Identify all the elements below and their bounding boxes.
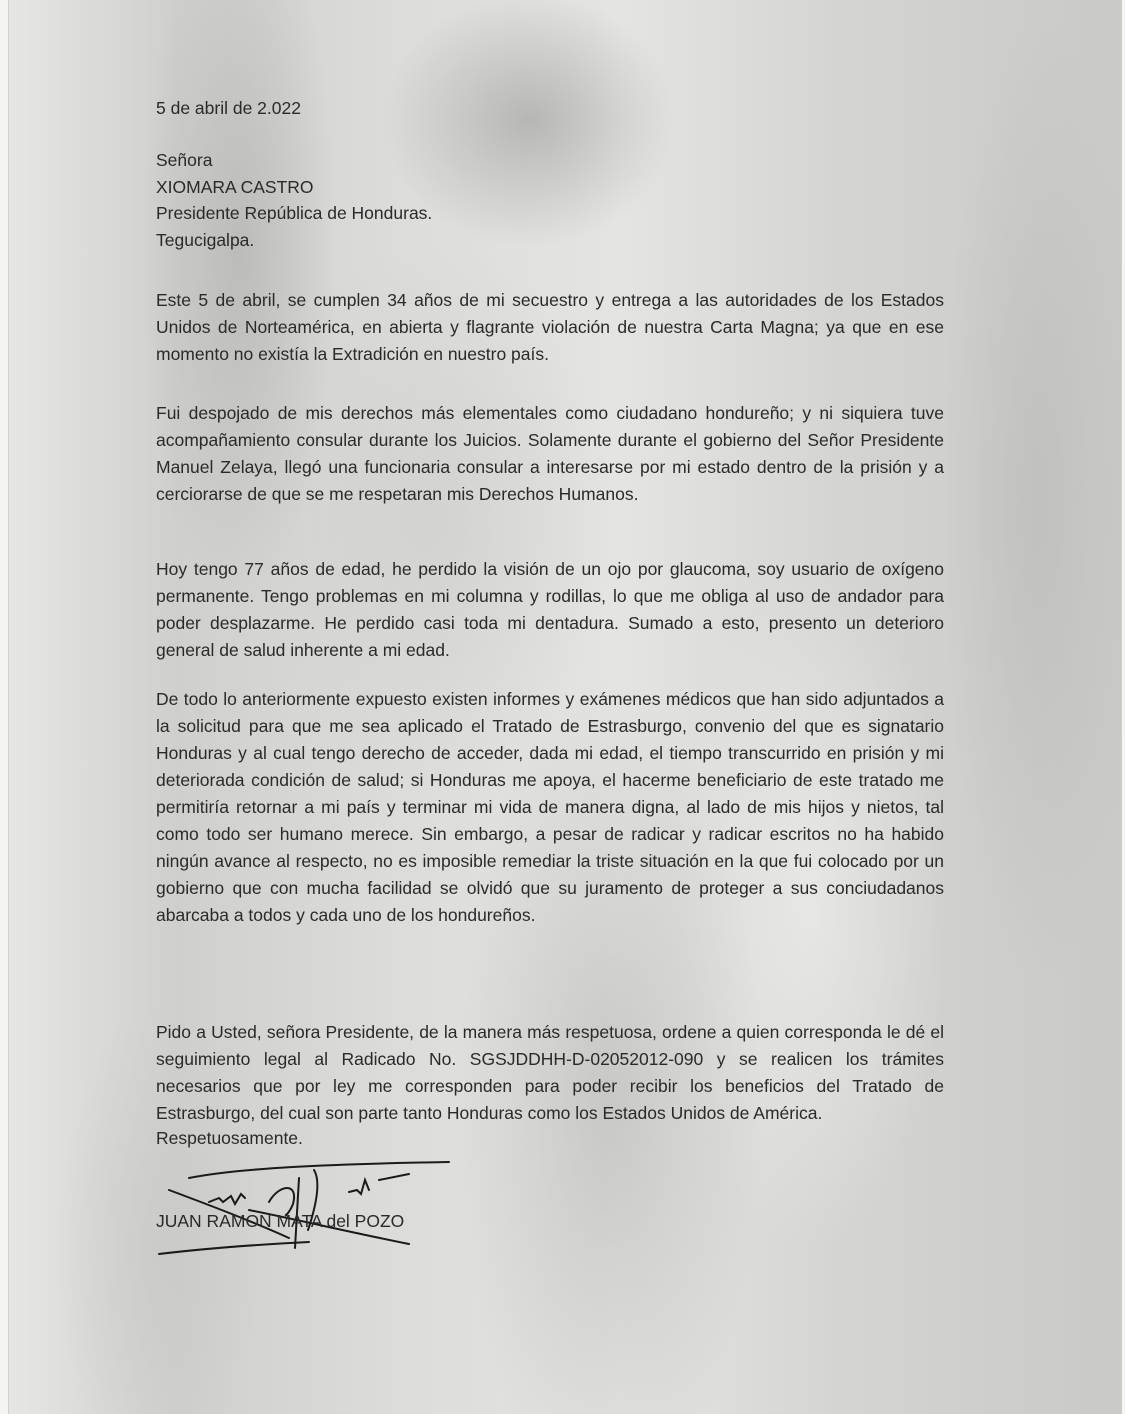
closing: Respetuosamente. xyxy=(156,1128,303,1148)
letter-page xyxy=(8,0,1122,1414)
recipient-salutation: Señora xyxy=(156,150,213,170)
paragraph-3: Hoy tengo 77 años de edad, he perdido la visión de un ojo por glaucoma, soy usuario de oxígeno permanente. Tengo problemas en mi columna y rodillas, lo que me obliga al uso de andador para poder desplazarme. He perdido casi toda mi dentadura. Sumado a esto, presento un deterioro general de salud inherente a mi edad. xyxy=(156,559,944,660)
paragraph-1: Este 5 de abril, se cumplen 34 años de mi secuestro y entrega a las autoridades de los Estados Unidos de Norteamérica, en abierta y flagrante violación de nuestra Carta Magna; ya que en ese momento no existía la Extradición en nuestro país. xyxy=(156,290,944,364)
paragraph-2: Fui despojado de mis derechos más elementales como ciudadano hondureño; y ni siquiera tuve acompañamiento consular durante los Juicios. Solamente durante el gobierno del Señor Presidente Manuel Zelaya, llegó una funcionaria consular a interesarse por mi estado dentro de la prisión y a cerciorarse de que se me respetaran mis Derechos Humanos. xyxy=(156,403,944,504)
recipient-block xyxy=(156,147,432,253)
signature-icon xyxy=(149,1150,469,1260)
paragraph-4: De todo lo anteriormente expuesto existen informes y exámenes médicos que han sido adjuntados a la solicitud para que me sea aplicado el Tratado de Estrasburgo, convenio del que es signatario Honduras y al cual tengo derecho de acceder, dada mi edad, el tiempo transcurrido en prisión y mi deteriorada condición de salud; si Honduras me apoya, el hacerme beneficiario de este tratado me permitiría retornar a mi país y terminar mi vida de manera digna, al lado de mis hijos y nietos, tal como todo ser humano merece. Sin embargo, a pesar de radicar y radicar escritos no ha habido ningún avance al respecto, no es imposible remediar la triste situación en la que fui colocado por un gobierno que con mucha facilidad se olvidó que su juramento de proteger a sus conciudadanos abarcaba a todos y cada uno de los hondureños. xyxy=(156,689,944,925)
letter-date: 5 de abril de 2.022 xyxy=(156,98,301,118)
recipient-title: Presidente República de Honduras. xyxy=(156,203,433,223)
signature-name: JUAN RAMON MATA del POZO xyxy=(156,1211,405,1231)
recipient-city: Tegucigalpa. xyxy=(156,229,255,250)
recipient-name: XIOMARA CASTRO xyxy=(156,176,314,197)
paragraph-5: Pido a Usted, señora Presidente, de la manera más respetuosa, ordene a quien corresponda le dé el seguimiento legal al Radicado No. SGSJDDHH-D-02052012-090 y se realicen los trámites necesarios que por ley me corresponden para poder recibir los beneficios del Tratado de Estrasburgo, del cual son parte tanto Honduras como los Estados Unidos de América. xyxy=(156,1022,944,1123)
